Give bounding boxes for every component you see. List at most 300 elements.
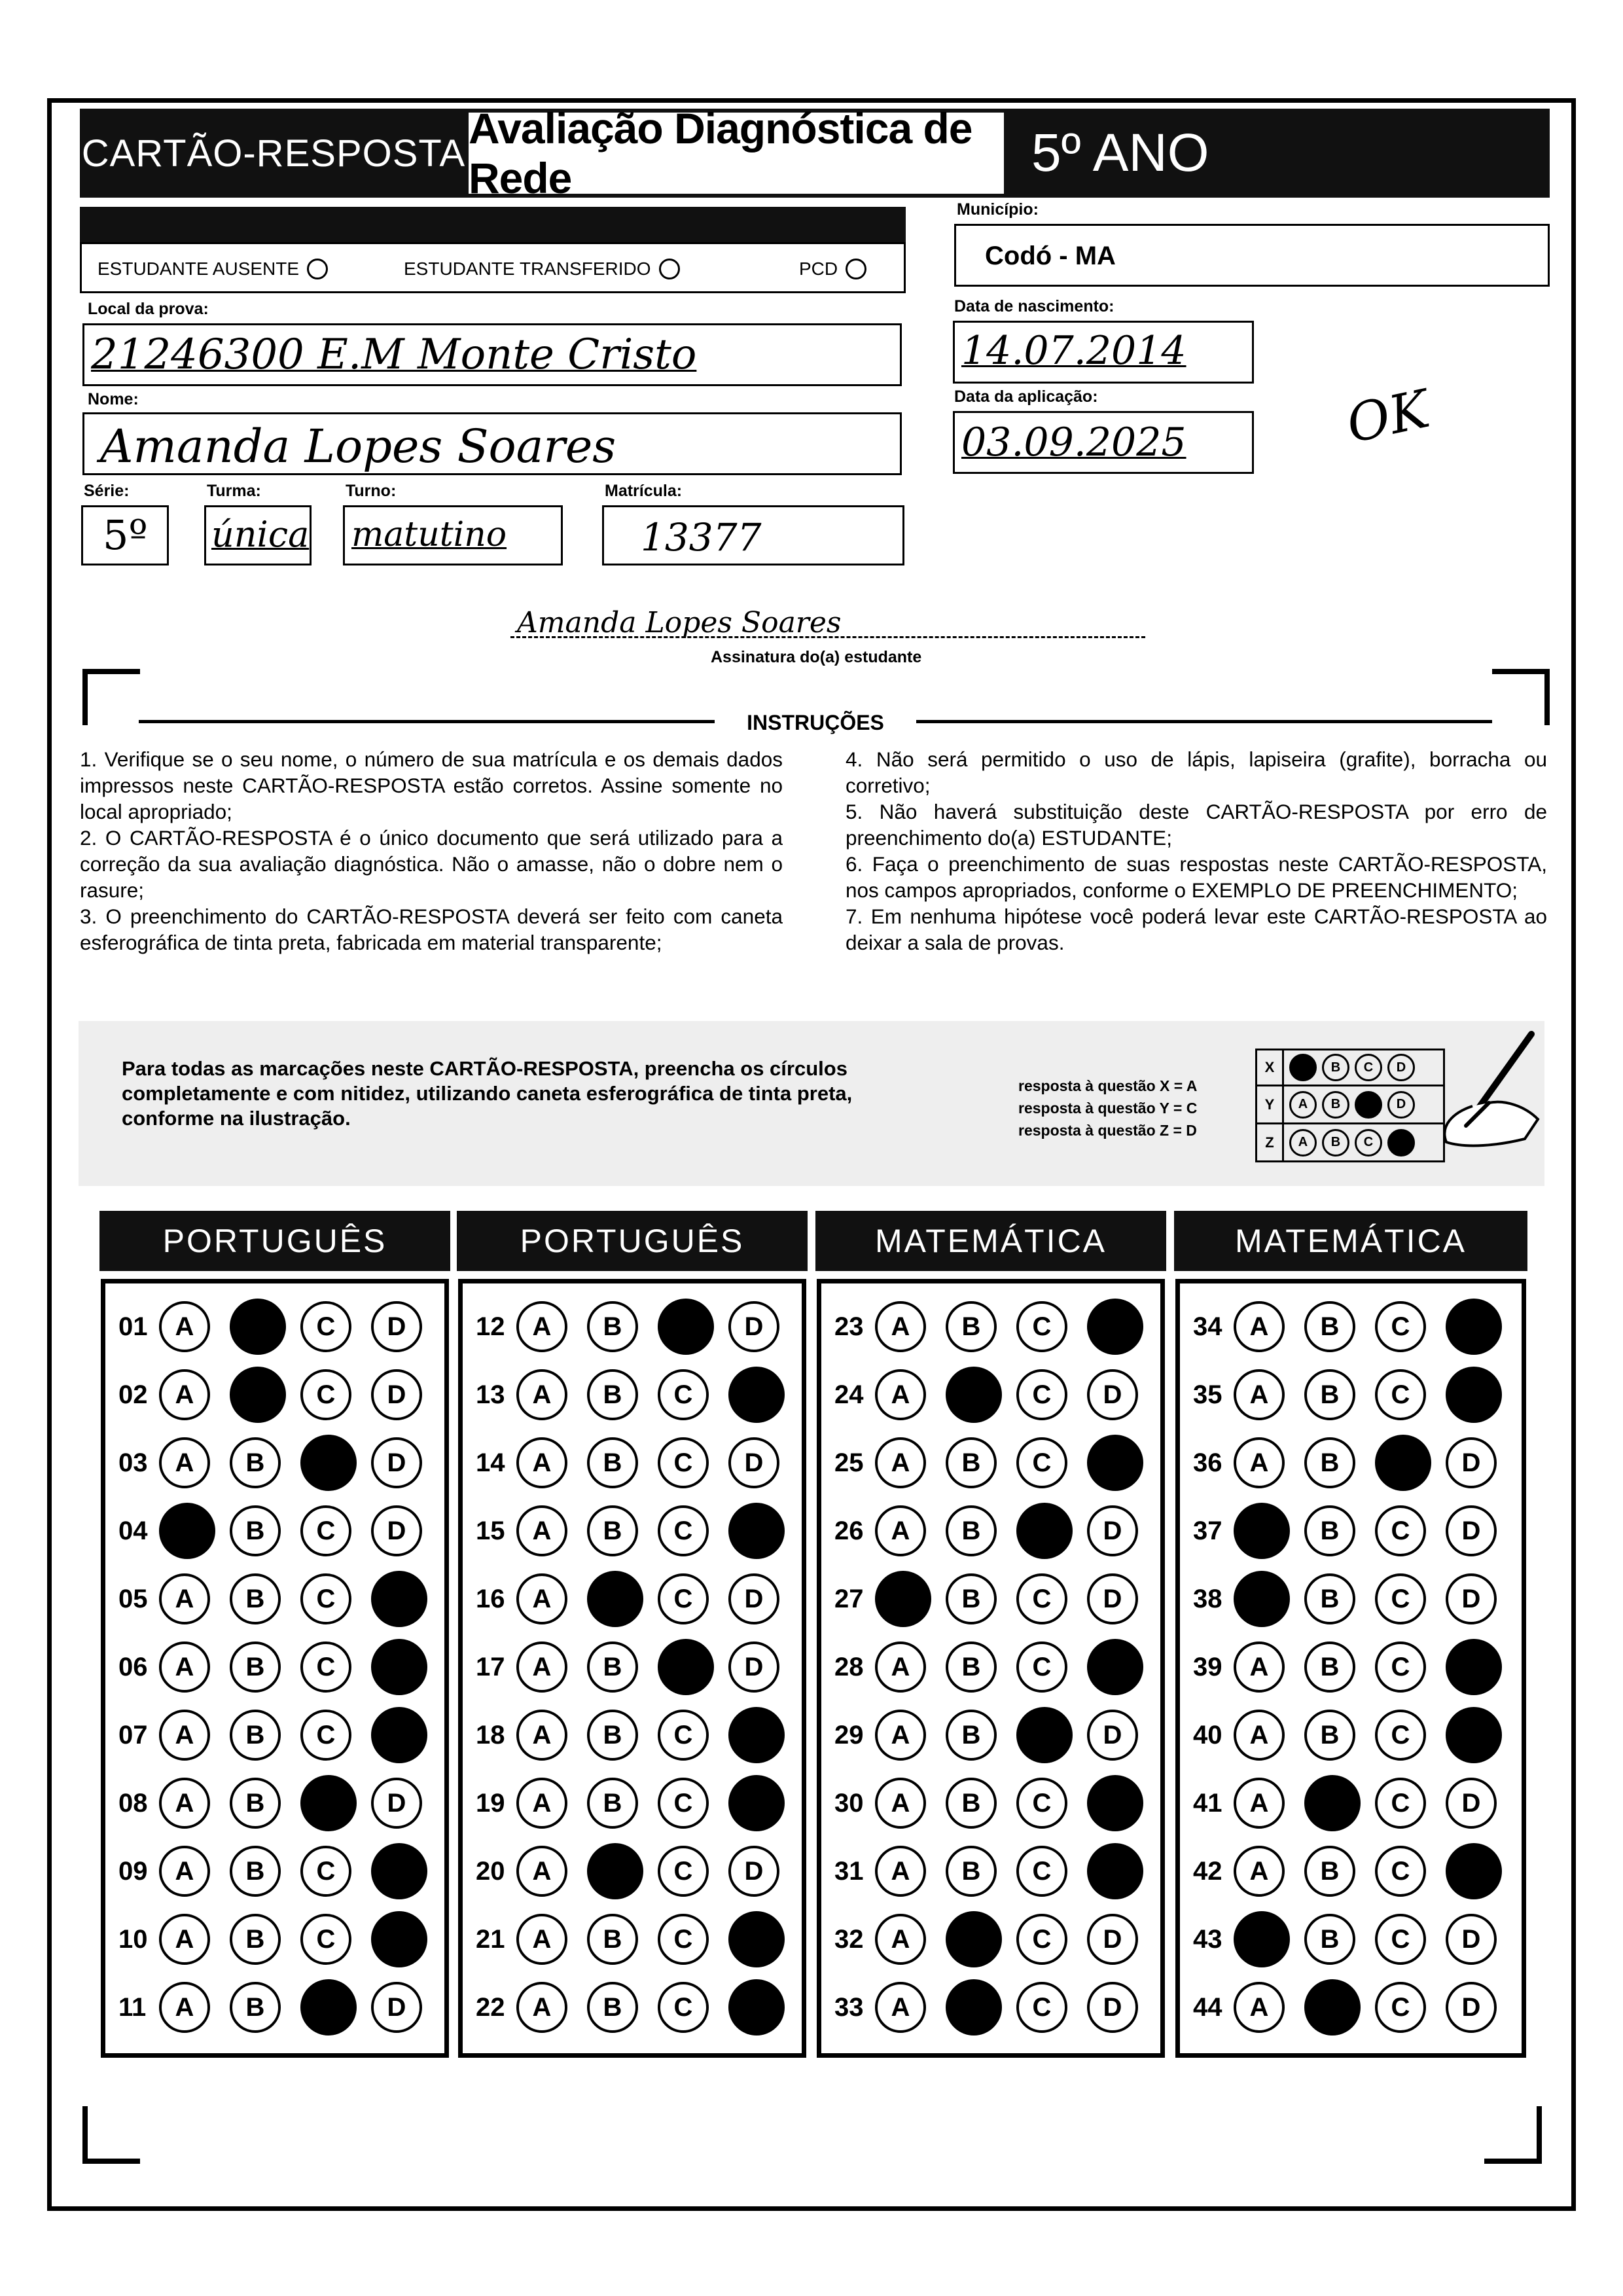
answer-bubble-b[interactable]: B <box>587 1369 638 1420</box>
question-number: 20 <box>476 1856 505 1886</box>
answer-bubble-d[interactable] <box>1087 1775 1143 1831</box>
answer-bubble-a[interactable]: A <box>875 1982 926 2033</box>
answer-bubble-b[interactable]: B <box>230 1641 281 1693</box>
answer-bubble-c[interactable]: C <box>1016 1914 1067 1965</box>
instructions-rule-right <box>916 720 1492 723</box>
answer-bubble-c[interactable]: C <box>1375 1369 1426 1420</box>
answer-bubble-a[interactable]: A <box>875 1505 926 1556</box>
answer-bubble-d[interactable]: D <box>728 1437 779 1488</box>
nascimento-label: Data de nascimento: <box>954 297 1115 315</box>
section-box-3 <box>817 1279 1165 2058</box>
municipio-value: Codó - MA <box>985 242 1116 270</box>
answer-bubble-b[interactable]: B <box>946 1846 997 1897</box>
question-number: 02 <box>118 1380 148 1409</box>
answer-bubble-c[interactable]: C <box>300 1505 351 1556</box>
example-bubble-b: B <box>1322 1054 1349 1081</box>
answer-bubble-b[interactable]: B <box>587 1301 638 1352</box>
answer-bubble-d[interactable] <box>728 1503 785 1559</box>
answer-bubble-d[interactable]: D <box>1087 1982 1138 2033</box>
answer-bubble-c[interactable]: C <box>1016 1437 1067 1488</box>
answer-bubble-b[interactable] <box>587 1571 643 1627</box>
answer-bubble-c[interactable]: C <box>1016 1982 1067 2033</box>
answer-bubble-c[interactable] <box>658 1299 714 1355</box>
matricula-label: Matrícula: <box>605 482 683 500</box>
answer-bubble-b[interactable] <box>946 1911 1002 1967</box>
answer-bubble-b[interactable]: B <box>230 1778 281 1829</box>
answer-bubble-d[interactable]: D <box>1087 1369 1138 1420</box>
answer-bubble-d[interactable] <box>1087 1843 1143 1899</box>
question-row <box>476 1975 799 2040</box>
question-row <box>118 1294 442 1359</box>
question-row <box>476 1430 799 1496</box>
question-row <box>834 1839 1158 1904</box>
answer-bubble-d[interactable] <box>371 1707 427 1763</box>
answer-bubble-a[interactable]: A <box>159 1982 210 2033</box>
pcd-option[interactable] <box>799 259 866 279</box>
matricula-value: 13377 <box>641 515 762 560</box>
question-row <box>1193 1770 1516 1836</box>
question-row <box>1193 1839 1516 1904</box>
question-number: 37 <box>1193 1516 1222 1545</box>
aplicacao-label: Data da aplicação: <box>954 387 1098 406</box>
answer-bubble-b[interactable] <box>946 1367 1002 1423</box>
answer-bubble-c[interactable]: C <box>1375 1301 1426 1352</box>
question-number: 06 <box>118 1652 148 1681</box>
instructions-right-column <box>846 746 1547 956</box>
answer-bubble-a[interactable]: A <box>1234 1301 1285 1352</box>
answer-bubble-a[interactable] <box>1234 1911 1290 1967</box>
question-row <box>118 1634 442 1700</box>
absent-label: ESTUDANTE AUSENTE <box>98 259 300 279</box>
answer-bubble-a[interactable]: A <box>875 1301 926 1352</box>
answer-bubble-d[interactable] <box>1446 1367 1502 1423</box>
instruction-7: 7. Em nenhuma hipótese você poderá levar este CARTÃO-RESPOSTA ao deixar a sala de provas. <box>846 905 1547 954</box>
answer-bubble-d[interactable]: D <box>728 1301 779 1352</box>
question-number: 01 <box>118 1312 148 1341</box>
answer-bubble-b[interactable]: B <box>946 1641 997 1693</box>
answer-bubble-a[interactable]: A <box>1234 1369 1285 1420</box>
answer-bubble-a[interactable]: A <box>516 1505 567 1556</box>
answer-bubble-d[interactable]: D <box>1446 1778 1497 1829</box>
question-number: 15 <box>476 1516 505 1545</box>
answer-bubble-c[interactable]: C <box>1016 1573 1067 1624</box>
answer-bubble-b[interactable]: B <box>1304 1641 1355 1693</box>
answer-bubble-a[interactable]: A <box>875 1778 926 1829</box>
answer-bubble-d[interactable] <box>728 1911 785 1967</box>
answer-bubble-d[interactable] <box>728 1707 785 1763</box>
question-number: 42 <box>1193 1856 1222 1886</box>
answer-bubble-a[interactable] <box>159 1503 215 1559</box>
turno-value: matutino <box>351 515 507 554</box>
answer-bubble-a[interactable]: A <box>159 1914 210 1965</box>
question-number: 04 <box>118 1516 148 1545</box>
answer-bubble-b[interactable] <box>1304 1775 1361 1831</box>
question-number: 25 <box>834 1448 864 1477</box>
question-row <box>118 1770 442 1836</box>
answer-bubble-b[interactable]: B <box>587 1982 638 2033</box>
answer-bubble-d[interactable] <box>371 1911 427 1967</box>
transferred-option[interactable] <box>404 259 680 279</box>
answer-bubble-c[interactable]: C <box>658 1914 709 1965</box>
answer-bubble-c[interactable]: C <box>658 1437 709 1488</box>
answer-bubble-a[interactable]: A <box>1234 1778 1285 1829</box>
answer-bubble-d[interactable] <box>728 1367 785 1423</box>
example-keys <box>1018 1075 1197 1141</box>
answer-bubble-b[interactable]: B <box>1304 1573 1355 1624</box>
answer-bubble-a[interactable]: A <box>516 1710 567 1761</box>
answer-bubble-c[interactable] <box>1016 1503 1073 1559</box>
answer-bubble-b[interactable]: B <box>230 1437 281 1488</box>
question-row <box>476 1770 799 1836</box>
answer-bubble-d[interactable]: D <box>371 1369 422 1420</box>
answer-bubble-b[interactable]: B <box>1304 1369 1355 1420</box>
answer-bubble-a[interactable] <box>1234 1571 1290 1627</box>
answer-bubble-d[interactable] <box>728 1775 785 1831</box>
answer-bubble-d[interactable] <box>1446 1299 1502 1355</box>
local-field[interactable] <box>82 323 902 386</box>
answer-bubble-d[interactable]: D <box>1087 1573 1138 1624</box>
corner-mark-bottom-left <box>82 2106 140 2164</box>
question-row <box>118 1975 442 2040</box>
answer-bubble-a[interactable]: A <box>159 1301 210 1352</box>
answer-bubble-a[interactable]: A <box>1234 1982 1285 2033</box>
answer-bubble-c[interactable]: C <box>300 1301 351 1352</box>
question-number: 12 <box>476 1312 505 1341</box>
answer-bubble-c[interactable] <box>300 1435 357 1491</box>
answer-bubble-c[interactable]: C <box>1375 1641 1426 1693</box>
example-bubble-a <box>1289 1054 1317 1081</box>
instruction-6: 6. Faça o preenchimento de suas respostas neste CARTÃO-RESPOSTA, nos campos apropriados, conforme o EXEMPLO DE PREENCHIMENTO; <box>846 852 1547 902</box>
question-number: 40 <box>1193 1720 1222 1749</box>
example-question-label: X <box>1257 1050 1284 1085</box>
answer-bubble-d[interactable]: D <box>1087 1505 1138 1556</box>
exam-title: Avaliação Diagnóstica de Rede <box>469 113 1004 194</box>
answer-bubble-d[interactable]: D <box>728 1641 779 1693</box>
nascimento-field[interactable] <box>953 321 1254 384</box>
answer-bubble-a[interactable]: A <box>875 1846 926 1897</box>
answer-bubble-b[interactable]: B <box>230 1846 281 1897</box>
instructions-rule-left <box>139 720 715 723</box>
answer-bubble-d[interactable]: D <box>371 1437 422 1488</box>
answer-bubble-a[interactable]: A <box>159 1437 210 1488</box>
answer-bubble-c[interactable]: C <box>1375 1710 1426 1761</box>
answer-bubble-c[interactable]: C <box>1016 1778 1067 1829</box>
answer-bubble-b[interactable]: B <box>587 1914 638 1965</box>
transferred-label: ESTUDANTE TRANSFERIDO <box>404 259 651 279</box>
example-bubble-b: B <box>1322 1129 1349 1157</box>
example-bubble-d: D <box>1387 1054 1415 1081</box>
local-label: Local da prova: <box>88 300 209 318</box>
question-row <box>118 1907 442 1972</box>
absent-option[interactable] <box>98 259 328 279</box>
municipio-label: Município: <box>957 200 1039 219</box>
answer-bubble-b[interactable]: B <box>946 1437 997 1488</box>
question-number: 43 <box>1193 1924 1222 1954</box>
answer-bubble-d[interactable] <box>1087 1639 1143 1695</box>
question-row <box>476 1566 799 1632</box>
question-number: 10 <box>118 1924 148 1954</box>
question-row <box>834 1294 1158 1359</box>
question-number: 07 <box>118 1720 148 1749</box>
answer-bubble-d[interactable]: D <box>371 1778 422 1829</box>
grade-label: 5º ANO <box>1031 123 1209 183</box>
answer-bubble-d[interactable] <box>1446 1639 1502 1695</box>
answer-bubble-a[interactable]: A <box>875 1710 926 1761</box>
question-number: 39 <box>1193 1652 1222 1681</box>
answer-bubble-c[interactable] <box>658 1639 714 1695</box>
example-question-label: Y <box>1257 1086 1284 1122</box>
section-header-2: PORTUGUÊS <box>457 1211 808 1271</box>
example-bubble-c: C <box>1355 1129 1382 1157</box>
aplicacao-field[interactable] <box>953 411 1254 474</box>
answer-bubble-d[interactable]: D <box>1446 1982 1497 2033</box>
answer-bubble-c[interactable]: C <box>658 1710 709 1761</box>
answer-bubble-b[interactable]: B <box>946 1710 997 1761</box>
answer-bubble-d[interactable] <box>1087 1299 1143 1355</box>
answer-bubble-a[interactable]: A <box>159 1573 210 1624</box>
answer-bubble-c[interactable]: C <box>300 1573 351 1624</box>
answer-bubble-c[interactable]: C <box>658 1846 709 1897</box>
answer-bubble-c[interactable]: C <box>658 1778 709 1829</box>
answer-bubble-a[interactable]: A <box>159 1641 210 1693</box>
answer-bubble-b[interactable]: B <box>230 1914 281 1965</box>
card-label: CARTÃO-RESPOSTA <box>81 132 466 175</box>
question-number: 19 <box>476 1788 505 1818</box>
signature-value[interactable]: Amanda Lopes Soares <box>517 606 842 639</box>
serie-label: Série: <box>84 482 130 500</box>
question-number: 09 <box>118 1856 148 1886</box>
answer-bubble-c[interactable]: C <box>1375 1914 1426 1965</box>
answer-bubble-a[interactable]: A <box>1234 1710 1285 1761</box>
answer-bubble-d[interactable]: D <box>1446 1914 1497 1965</box>
question-row <box>476 1294 799 1359</box>
answer-bubble-d[interactable]: D <box>1446 1437 1497 1488</box>
example-bubble-d: D <box>1387 1091 1415 1119</box>
nome-label: Nome: <box>88 390 139 408</box>
answer-bubble-c[interactable]: C <box>300 1846 351 1897</box>
answer-bubble-b[interactable]: B <box>230 1505 281 1556</box>
question-number: 03 <box>118 1448 148 1477</box>
question-row <box>834 1634 1158 1700</box>
question-number: 23 <box>834 1312 864 1341</box>
answer-bubble-c[interactable]: C <box>1016 1369 1067 1420</box>
answer-bubble-b[interactable] <box>946 1979 1002 2036</box>
answer-bubble-a[interactable]: A <box>516 1846 567 1897</box>
answer-bubble-c[interactable]: C <box>1016 1846 1067 1897</box>
turma-field[interactable] <box>204 505 312 565</box>
answer-bubble-d[interactable] <box>371 1639 427 1695</box>
answer-bubble-b[interactable]: B <box>587 1505 638 1556</box>
answer-bubble-c[interactable]: C <box>300 1914 351 1965</box>
answer-bubble-a[interactable]: A <box>1234 1437 1285 1488</box>
example-row <box>1255 1049 1445 1086</box>
answer-bubble-a[interactable]: A <box>516 1369 567 1420</box>
answer-bubble-c[interactable] <box>300 1775 357 1831</box>
question-row <box>118 1702 442 1768</box>
question-number: 17 <box>476 1652 505 1681</box>
question-row <box>476 1634 799 1700</box>
answer-bubble-b[interactable]: B <box>1304 1437 1355 1488</box>
aplicacao-value: 03.09.2025 <box>961 420 1186 465</box>
answer-bubble-d[interactable]: D <box>1087 1710 1138 1761</box>
question-row <box>1193 1634 1516 1700</box>
answer-bubble-c[interactable]: C <box>1375 1982 1426 2033</box>
answer-bubble-c[interactable]: C <box>658 1982 709 2033</box>
answer-bubble-c[interactable]: C <box>1375 1846 1426 1897</box>
answer-bubble-d[interactable] <box>1446 1843 1502 1899</box>
example-bubble-a: A <box>1289 1091 1317 1119</box>
answer-bubble-b[interactable]: B <box>946 1505 997 1556</box>
answer-bubble-c[interactable]: C <box>1375 1505 1426 1556</box>
answer-bubble-a[interactable]: A <box>1234 1641 1285 1693</box>
answer-bubble-d[interactable] <box>1087 1435 1143 1491</box>
answer-bubble-b[interactable]: B <box>587 1437 638 1488</box>
question-row <box>834 1770 1158 1836</box>
answer-bubble-a[interactable]: A <box>516 1573 567 1624</box>
question-row <box>1193 1430 1516 1496</box>
answer-bubble-a[interactable]: A <box>516 1641 567 1693</box>
answer-bubble-c[interactable]: C <box>1016 1641 1067 1693</box>
answer-bubble-b[interactable]: B <box>587 1778 638 1829</box>
section-header-4: MATEMÁTICA <box>1174 1211 1527 1271</box>
question-row <box>118 1430 442 1496</box>
absent-radio[interactable] <box>307 259 328 279</box>
answer-bubble-d[interactable] <box>371 1571 427 1627</box>
answer-bubble-b[interactable]: B <box>946 1778 997 1829</box>
answer-bubble-a[interactable]: A <box>875 1369 926 1420</box>
answer-bubble-c[interactable]: C <box>300 1710 351 1761</box>
question-row <box>1193 1907 1516 1972</box>
answer-bubble-a[interactable]: A <box>516 1301 567 1352</box>
answer-bubble-a[interactable] <box>1234 1503 1290 1559</box>
question-number: 38 <box>1193 1584 1222 1613</box>
answer-bubble-a[interactable]: A <box>1234 1846 1285 1897</box>
instruction-1: 1. Verifique se o seu nome, o número de sua matrícula e os demais dados impressos neste CARTÃO-RESPOSTA estão corretos. Assine somente no local apropriado; <box>80 747 783 823</box>
question-number: 27 <box>834 1584 864 1613</box>
answer-bubble-b[interactable] <box>230 1367 286 1423</box>
answer-bubble-c[interactable]: C <box>300 1641 351 1693</box>
answer-bubble-d[interactable]: D <box>1446 1505 1497 1556</box>
answer-bubble-a[interactable]: A <box>516 1437 567 1488</box>
answer-bubble-c[interactable]: C <box>658 1573 709 1624</box>
section-box-2 <box>458 1279 806 2058</box>
answer-bubble-d[interactable] <box>1446 1707 1502 1763</box>
example-row <box>1255 1124 1445 1162</box>
answer-bubble-b[interactable]: B <box>587 1641 638 1693</box>
serie-field[interactable] <box>81 505 169 565</box>
turno-label: Turno: <box>346 482 397 500</box>
answer-bubble-d[interactable]: D <box>728 1573 779 1624</box>
transferred-radio[interactable] <box>659 259 680 279</box>
question-row <box>834 1362 1158 1427</box>
answer-bubble-c[interactable]: C <box>1375 1778 1426 1829</box>
example-bubble-a: A <box>1289 1129 1317 1157</box>
instruction-5: 5. Não haverá substituição deste CARTÃO-RESPOSTA por erro de preenchimento do(a) ESTUDANTE; <box>846 800 1547 850</box>
answer-bubble-b[interactable]: B <box>946 1301 997 1352</box>
instructions-title: INSTRUÇÕES <box>747 711 884 734</box>
answer-bubble-b[interactable]: B <box>1304 1710 1355 1761</box>
answer-bubble-a[interactable]: A <box>516 1982 567 2033</box>
answer-bubble-c[interactable]: C <box>658 1369 709 1420</box>
pcd-radio[interactable] <box>846 259 866 279</box>
answer-bubble-c[interactable]: C <box>658 1505 709 1556</box>
answer-bubble-b[interactable]: B <box>1304 1301 1355 1352</box>
answer-bubble-a[interactable]: A <box>159 1778 210 1829</box>
question-number: 31 <box>834 1856 864 1886</box>
question-number: 21 <box>476 1924 505 1954</box>
answer-bubble-d[interactable]: D <box>371 1982 422 2033</box>
answer-bubble-b[interactable]: B <box>587 1710 638 1761</box>
question-row <box>834 1975 1158 2040</box>
answer-bubble-a[interactable]: A <box>516 1778 567 1829</box>
answer-bubble-c[interactable]: C <box>1375 1573 1426 1624</box>
question-number: 44 <box>1193 1992 1222 2022</box>
question-number: 11 <box>118 1992 147 2022</box>
answer-bubble-a[interactable]: A <box>516 1914 567 1965</box>
question-row <box>1193 1566 1516 1632</box>
answer-bubble-a[interactable]: A <box>875 1914 926 1965</box>
example-key-y: resposta à questão Y = C <box>1018 1100 1198 1117</box>
question-number: 13 <box>476 1380 505 1409</box>
answer-bubble-b[interactable]: B <box>230 1710 281 1761</box>
question-row <box>1193 1975 1516 2040</box>
answer-bubble-d[interactable]: D <box>371 1505 422 1556</box>
answer-bubble-b[interactable] <box>587 1843 643 1899</box>
nome-value: Amanda Lopes Soares <box>100 420 616 473</box>
answer-bubble-a[interactable]: A <box>875 1437 926 1488</box>
answer-bubble-c[interactable] <box>1016 1707 1073 1763</box>
answer-bubble-d[interactable]: D <box>1446 1573 1497 1624</box>
answer-bubble-c[interactable] <box>300 1979 357 2036</box>
nome-field[interactable] <box>82 412 902 475</box>
answer-bubble-a[interactable]: A <box>159 1846 210 1897</box>
answer-bubble-d[interactable]: D <box>371 1301 422 1352</box>
corner-mark-bottom-right <box>1484 2106 1542 2164</box>
example-grid <box>1255 1049 1445 1162</box>
answer-bubble-b[interactable]: B <box>230 1982 281 2033</box>
answer-bubble-d[interactable]: D <box>728 1846 779 1897</box>
answer-bubble-d[interactable] <box>371 1843 427 1899</box>
answer-bubble-c[interactable]: C <box>1016 1301 1067 1352</box>
answer-bubble-b[interactable]: B <box>1304 1914 1355 1965</box>
question-number: 29 <box>834 1720 864 1749</box>
example-text: Para todas as marcações neste CARTÃO-RESPOSTA, preencha os círculos completamente e com nitidez, utilizando caneta esferográfica de tinta preta, conforme na ilustração. <box>122 1057 853 1130</box>
answer-bubble-b[interactable]: B <box>1304 1846 1355 1897</box>
answer-bubble-b[interactable]: B <box>946 1573 997 1624</box>
answer-bubble-b[interactable] <box>1304 1979 1361 2036</box>
turno-field[interactable] <box>343 505 563 565</box>
answer-bubble-c[interactable] <box>1375 1435 1431 1491</box>
status-header-bar <box>80 207 906 242</box>
answer-bubble-b[interactable] <box>230 1299 286 1355</box>
answer-bubble-b[interactable]: B <box>230 1573 281 1624</box>
question-row <box>476 1907 799 1972</box>
matricula-field[interactable] <box>602 505 904 565</box>
question-row <box>476 1362 799 1427</box>
hand-pen-icon <box>1427 1028 1551 1152</box>
answer-bubble-c[interactable]: C <box>300 1369 351 1420</box>
example-bubble-c: C <box>1355 1054 1382 1081</box>
question-row <box>834 1702 1158 1768</box>
answer-bubble-d[interactable]: D <box>1087 1914 1138 1965</box>
answer-bubble-a[interactable]: A <box>875 1641 926 1693</box>
answer-bubble-a[interactable] <box>875 1571 931 1627</box>
answer-bubble-d[interactable] <box>728 1979 785 2036</box>
answer-bubble-a[interactable]: A <box>159 1710 210 1761</box>
answer-bubble-a[interactable]: A <box>159 1369 210 1420</box>
answer-bubble-b[interactable]: B <box>1304 1505 1355 1556</box>
corner-mark-top-left <box>82 669 140 725</box>
